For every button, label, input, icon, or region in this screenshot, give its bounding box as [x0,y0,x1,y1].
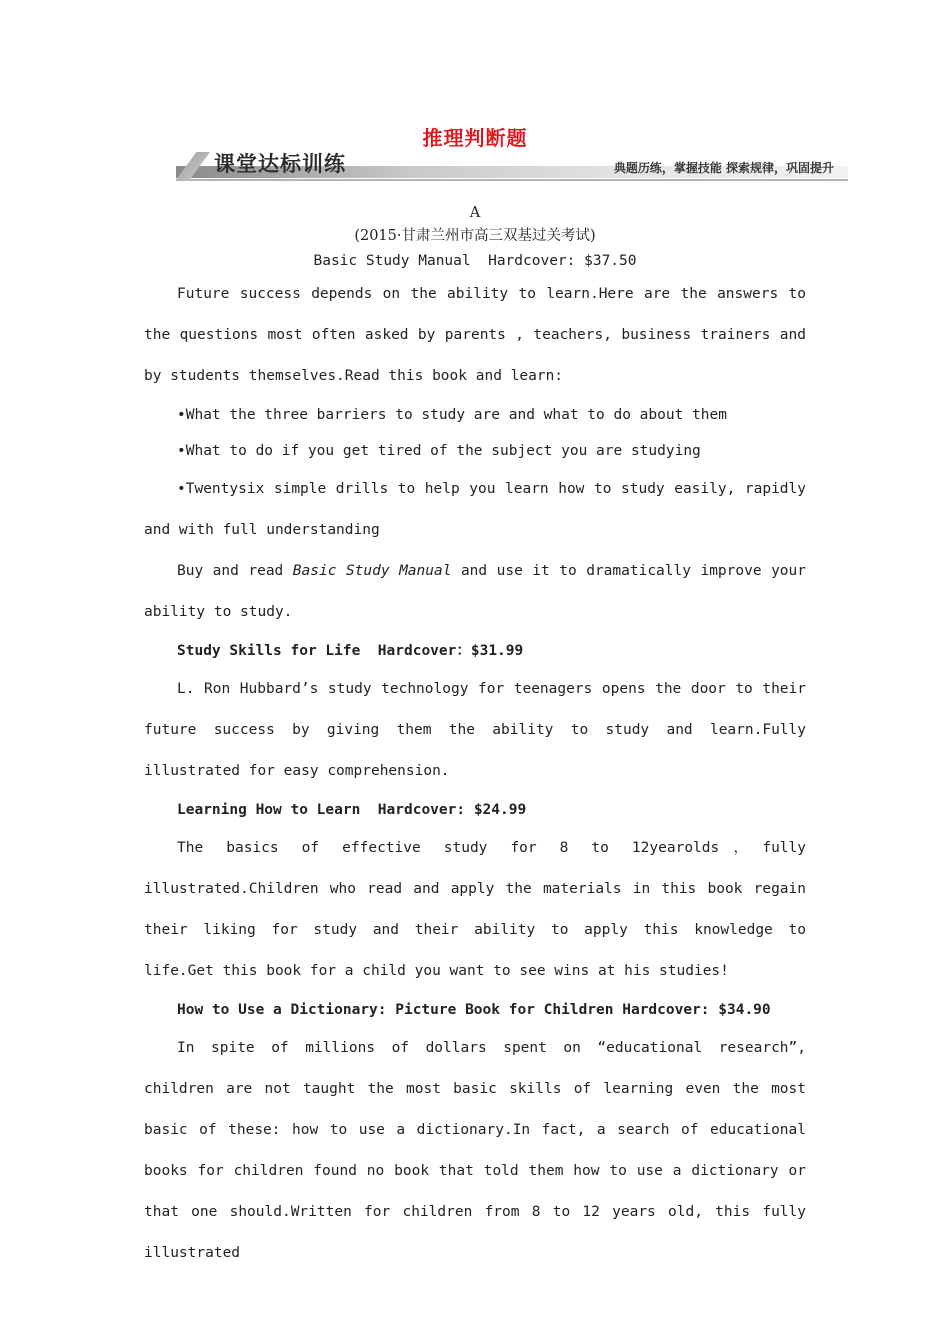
closing-text-pre: Buy and read [177,563,293,579]
book-heading-4 [144,992,806,1028]
book-title: Study Skills for Life [177,643,361,659]
book-price: Hardcover: $37.50 [488,253,637,269]
closing-book-title: Basic Study Manual [292,563,452,579]
closing-text-post: and use it to dramatically improve your ability to study. [144,563,806,620]
banner-underline [176,179,848,181]
book-title: Learning How to Learn [177,802,361,818]
banner-title: 课堂达标训练 [214,152,346,176]
page-title: 推理判断题 [422,126,528,150]
passage-label: A [469,205,481,221]
book-description: L. Ron Hubbard’s study technology for teenagers opens the door to their future success by giving them the ability to study and learn.Fully illustrated for easy comprehension. [144,681,806,779]
bullet-item: •What to do if you get tired of the subject you are studying [177,443,701,459]
bullet-item: •Twentysix simple drills to help you learn how to study easily, rapidly and with full understanding [144,481,806,538]
document-body [144,200,806,1274]
book-closing-paragraph [144,551,806,633]
book-price: Hardcover：$31.99 [377,643,524,659]
book-title: Basic Study Manual [313,253,471,269]
book-description: In spite of millions of dollars spent on “educational research”, children are not taught the most basic skills of learning even the most basic of these: how to use a dictionary.In fact, a search of educational books for children found no book that told them how to use a dictionary or that one should.Written for children from 8 to 12 years old, this fully illustrated [144,1040,806,1261]
book-title: How to Use a Dictionary: Picture Book for Children [177,1002,614,1018]
book-heading-2 [144,633,806,669]
book-heading-3 [144,792,806,828]
book-price: Hardcover: $34.90 [622,1002,771,1018]
bullet-item: •What the three barriers to study are and what to do about them [177,407,727,423]
book-price: Hardcover: $24.99 [377,802,527,818]
book-heading-1 [144,248,806,274]
book-intro-paragraph: Future success depends on the ability to learn.Here are the answers to the questions most often asked by parents , teachers, business trainers and by students themselves.Read this book and learn: [144,286,806,384]
passage-source: (2015·甘肃兰州市高三双基过关考试) [354,228,596,244]
banner-subtitle: 典题历练，掌握技能 探索规律，巩固提升 [613,161,834,175]
book-description: The basics of effective study for 8 to 12yearolds，fully illustrated.Children who read and apply the materials in this book regain their liking for study and their ability to apply this knowledge to life.Get this book for a child you want to see wins at his studies! [144,840,806,979]
section-banner [176,148,848,186]
